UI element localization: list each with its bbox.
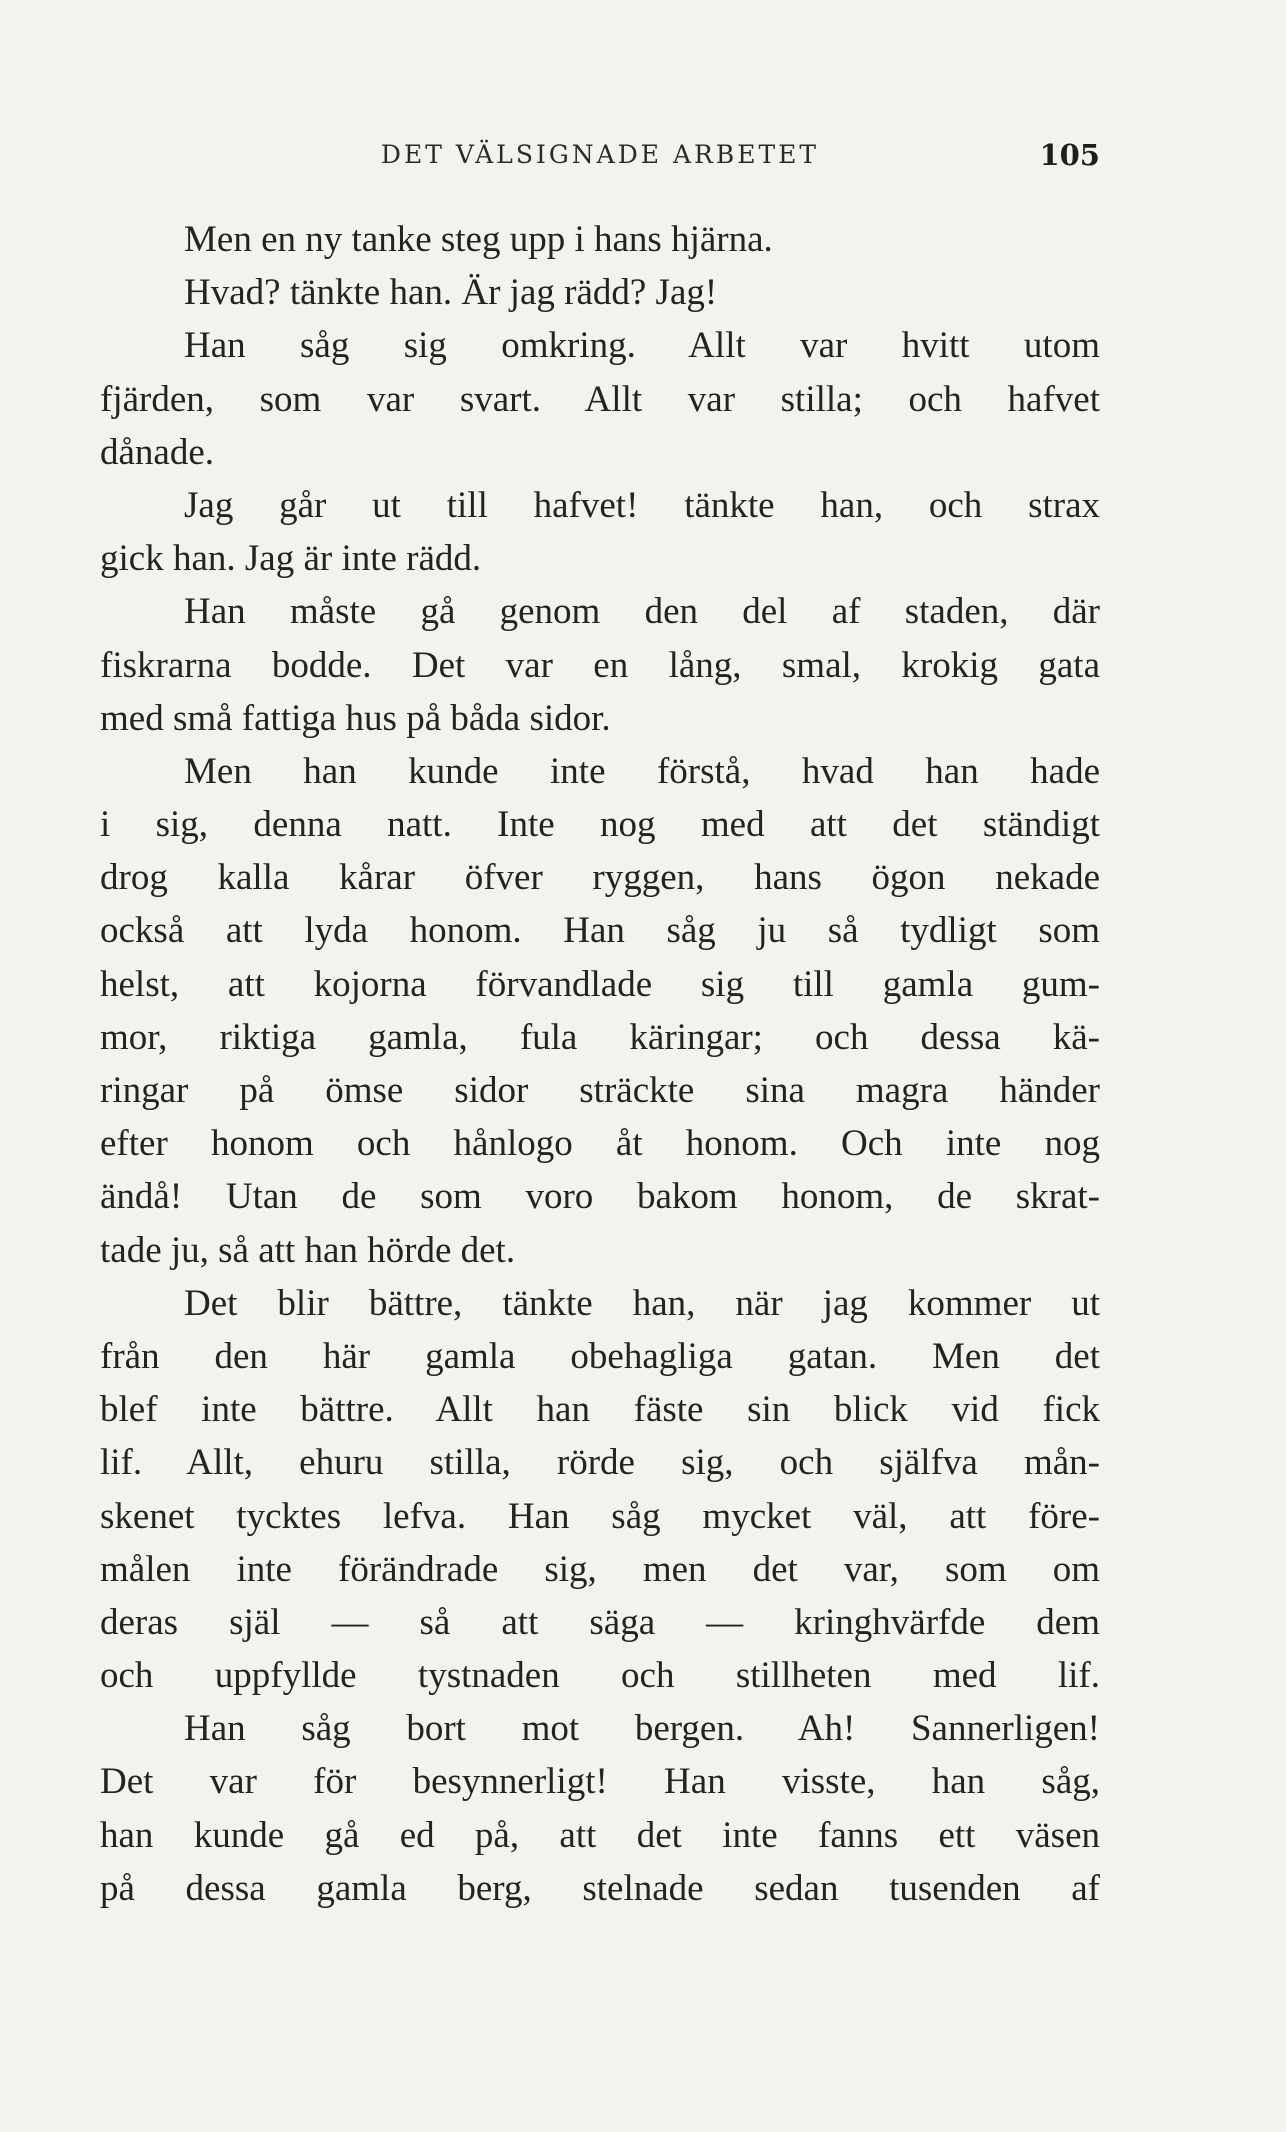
text-line: Han måste gå genom den del af staden, där bbox=[184, 591, 1100, 633]
page-header bbox=[100, 140, 1100, 180]
text-line: ringar på ömse sidor sträckte sina magra händer bbox=[100, 1070, 1100, 1111]
text-line: Det var för besynnerligt! Han visste, han såg, bbox=[100, 1761, 1100, 1803]
text-line: målen inte förändrade sig, men det var, som om bbox=[100, 1548, 1100, 1590]
text-line: gick han. Jag är inte rädd. bbox=[100, 538, 482, 580]
text-line: ändå! Utan de som voro bakom honom, de skrat- bbox=[100, 1176, 1100, 1218]
text-line: Men en ny tanke steg upp i hans hjärna. bbox=[184, 219, 773, 260]
text-line: i sig, denna natt. Inte nog med att det ständigt bbox=[100, 804, 1100, 846]
page-number: 105 bbox=[1039, 138, 1100, 172]
text-line: lif. Allt, ehuru stilla, rörde sig, och själfva mån- bbox=[100, 1442, 1100, 1484]
text-line: Det blir bättre, tänkte han, när jag kommer ut bbox=[184, 1282, 1100, 1324]
text-line: han kunde gå ed på, att det inte fanns ett väsen bbox=[100, 1814, 1100, 1856]
text-line: tade ju, så att han hörde det. bbox=[100, 1229, 516, 1271]
text-line: blef inte bättre. Allt han fäste sin blick vid fick bbox=[100, 1389, 1100, 1431]
running-head: DET VÄLSIGNADE ARBETET bbox=[380, 140, 820, 169]
text-line: fiskrarna bodde. Det var en lång, smal, krokig gata bbox=[100, 644, 1100, 686]
text-line: och uppfyllde tystnaden och stillheten med lif. bbox=[100, 1655, 1100, 1697]
text-line: deras själ — så att säga — kringhvärfde dem bbox=[100, 1601, 1100, 1643]
text-line: på dessa gamla berg, stelnade sedan tusenden af bbox=[100, 1867, 1100, 1909]
text-line: Han såg bort mot bergen. Ah! Sannerligen! bbox=[184, 1708, 1100, 1750]
text-line: från den här gamla obehagliga gatan. Men det bbox=[100, 1335, 1100, 1377]
text-line: helst, att kojorna förvandlade sig till gamla gum- bbox=[100, 963, 1100, 1005]
text-line: efter honom och hånlogo åt honom. Och inte nog bbox=[100, 1123, 1100, 1165]
text-line: drog kalla kårar öfver ryggen, hans ögon nekade bbox=[100, 857, 1100, 899]
text-line: dånade. bbox=[100, 431, 215, 473]
body-text bbox=[100, 213, 1100, 1915]
text-line: Han såg sig omkring. Allt var hvitt utom bbox=[184, 325, 1100, 367]
text-line: Men han kunde inte förstå, hvad han hade bbox=[184, 750, 1100, 792]
text-line: skenet tycktes lefva. Han såg mycket väl, att före- bbox=[100, 1495, 1100, 1537]
text-line: också att lyda honom. Han såg ju så tydligt som bbox=[100, 910, 1100, 952]
text-line: Hvad? tänkte han. Är jag rädd? Jag! bbox=[184, 272, 718, 314]
text-line: med små fattiga hus på båda sidor. bbox=[100, 697, 611, 739]
text-line: mor, riktiga gamla, fula käringar; och dessa kä- bbox=[100, 1016, 1100, 1058]
text-line: Jag går ut till hafvet! tänkte han, och strax bbox=[184, 484, 1100, 526]
text-line: fjärden, som var svart. Allt var stilla; och hafvet bbox=[100, 378, 1100, 420]
